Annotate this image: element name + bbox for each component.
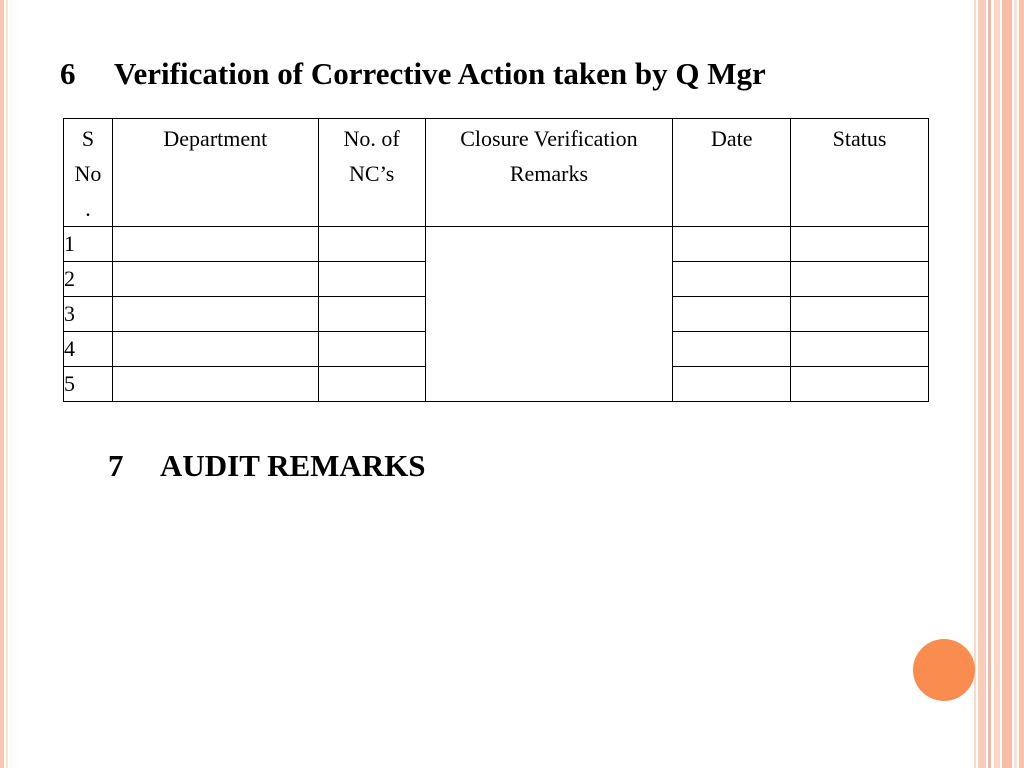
cell-closure-remarks-merged[interactable] [425, 227, 673, 402]
cell-no-of-ncs[interactable] [318, 227, 425, 262]
cell-department[interactable] [112, 367, 318, 402]
cell-date[interactable] [673, 332, 791, 367]
cell-date[interactable] [673, 262, 791, 297]
cell-status[interactable] [791, 297, 929, 332]
cell-date[interactable] [673, 297, 791, 332]
section-6-number: 6 [60, 56, 76, 91]
cell-status[interactable] [791, 332, 929, 367]
section-7-number: 7 [108, 448, 124, 483]
cell-sno: 4 [64, 332, 113, 367]
corrective-action-table [63, 118, 929, 402]
section-7-heading [108, 448, 426, 484]
cell-department[interactable] [112, 262, 318, 297]
decorative-circle [913, 639, 975, 701]
header-status: Status [791, 119, 929, 227]
cell-sno: 3 [64, 297, 113, 332]
cell-sno: 5 [64, 367, 113, 402]
cell-date[interactable] [673, 367, 791, 402]
header-closure-verification-remarks: Closure Verification Remarks [425, 119, 673, 227]
table-row [64, 227, 929, 262]
cell-no-of-ncs[interactable] [318, 367, 425, 402]
header-department: Department [112, 119, 318, 227]
table-header-row [64, 119, 929, 227]
header-date: Date [673, 119, 791, 227]
cell-no-of-ncs[interactable] [318, 332, 425, 367]
cell-no-of-ncs[interactable] [318, 297, 425, 332]
right-decorative-border [974, 0, 1024, 768]
cell-status[interactable] [791, 262, 929, 297]
section-7-title: AUDIT REMARKS [160, 448, 426, 483]
header-no-of-ncs: No. of NC’s [318, 119, 425, 227]
section-6-heading [60, 56, 766, 92]
cell-sno: 2 [64, 262, 113, 297]
cell-department[interactable] [112, 227, 318, 262]
left-decorative-border [0, 0, 10, 768]
cell-sno: 1 [64, 227, 113, 262]
cell-no-of-ncs[interactable] [318, 262, 425, 297]
cell-date[interactable] [673, 227, 791, 262]
cell-department[interactable] [112, 332, 318, 367]
header-sno: S No . [64, 119, 113, 227]
cell-status[interactable] [791, 227, 929, 262]
cell-department[interactable] [112, 297, 318, 332]
cell-status[interactable] [791, 367, 929, 402]
section-6-title: Verification of Corrective Action taken by Q Mgr [114, 56, 766, 91]
